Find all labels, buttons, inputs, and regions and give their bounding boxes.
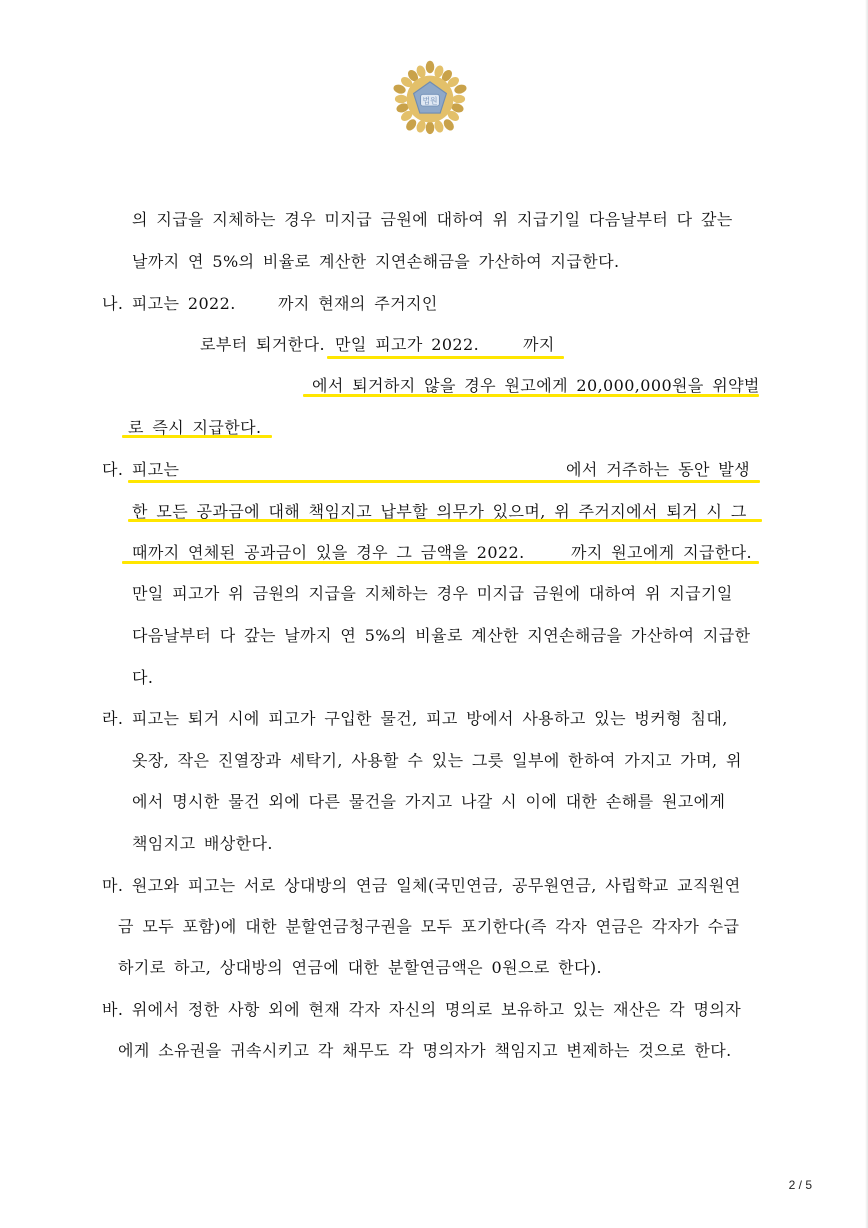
seal-petal (426, 122, 435, 134)
text-line: 까지 (523, 335, 555, 354)
seal-petal (395, 95, 407, 104)
page-number: 2 / 5 (788, 1178, 812, 1192)
text-line: 로부터 퇴거한다. (200, 335, 325, 354)
text-line: 에게 소유권을 귀속시키고 각 채무도 각 명의자가 책임지고 변제하는 것으로 한다. (118, 1041, 732, 1060)
text-line: 마. 원고와 피고는 서로 상대방의 연금 일체(국민연금, 공무원연금, 사립학교 교직원연 (102, 876, 741, 895)
seal-petal (453, 95, 465, 104)
text-line: 바. 위에서 정한 사항 외에 현재 각자 자신의 명의로 보유하고 있는 재산은 각 명의자 (102, 1000, 742, 1019)
court-seal-icon (391, 60, 469, 138)
text-line: 에서 거주하는 동안 발생 (566, 460, 751, 479)
text-line: 금 모두 포함)에 대한 분할연금청구권을 모두 포기한다(즉 각자 연금은 각자가 수급 (118, 917, 740, 936)
text-line: 때까지 연체된 공과금이 있을 경우 그 금액을 2022. (132, 543, 525, 562)
text-line: 다. (132, 668, 154, 687)
text-line: 의 지급을 지체하는 경우 미지급 금원에 대하여 위 지급기일 다음날부터 다 갚는 (132, 210, 733, 229)
text-line: 만일 피고가 2022. (335, 335, 480, 354)
text-line: 나. 피고는 2022. (102, 294, 236, 313)
text-line: 다음날부터 다 갚는 날까지 연 5%의 비율로 계산한 지연손해금을 가산하여 지급한 (132, 626, 751, 645)
seal-text: 법원 (422, 96, 438, 106)
text-line: 책임지고 배상한다. (132, 834, 273, 853)
text-line: 옷장, 작은 진열장과 세탁기, 사용할 수 있는 그릇 일부에 한하여 가지고 가며, 위 (132, 751, 742, 770)
text-line: 하기로 하고, 상대방의 연금에 대한 분할연금액은 0원으로 한다). (118, 958, 602, 977)
seal-petal (426, 61, 435, 73)
text-line: 에서 퇴거하지 않을 경우 원고에게 20,000,000원을 위약벌 (312, 376, 760, 395)
text-line: 다. 피고는 (102, 460, 180, 479)
text-line: 로 즉시 지급한다. (128, 418, 262, 437)
text-line: 한 모든 공과금에 대해 책임지고 납부할 의무가 있으며, 위 주거지에서 퇴거 시 그 (132, 502, 747, 521)
highlight-underline (128, 480, 760, 483)
text-line: 만일 피고가 위 금원의 지급을 지체하는 경우 미지급 금원에 대하여 위 지급기일 (132, 584, 733, 603)
text-line: 까지 원고에게 지급한다. (571, 543, 753, 562)
text-line: 날까지 연 5%의 비율로 계산한 지연손해금을 가산하여 지급한다. (132, 252, 620, 271)
text-line: 까지 현재의 주거지인 (278, 294, 438, 313)
text-line: 라. 피고는 퇴거 시에 피고가 구입한 물건, 피고 방에서 사용하고 있는 벙커형 침대, (102, 709, 728, 728)
highlight-underline (327, 356, 564, 359)
text-line: 에서 명시한 물건 외에 다른 물건을 가지고 나갈 시 이에 대한 손해를 원고에게 (132, 792, 726, 811)
